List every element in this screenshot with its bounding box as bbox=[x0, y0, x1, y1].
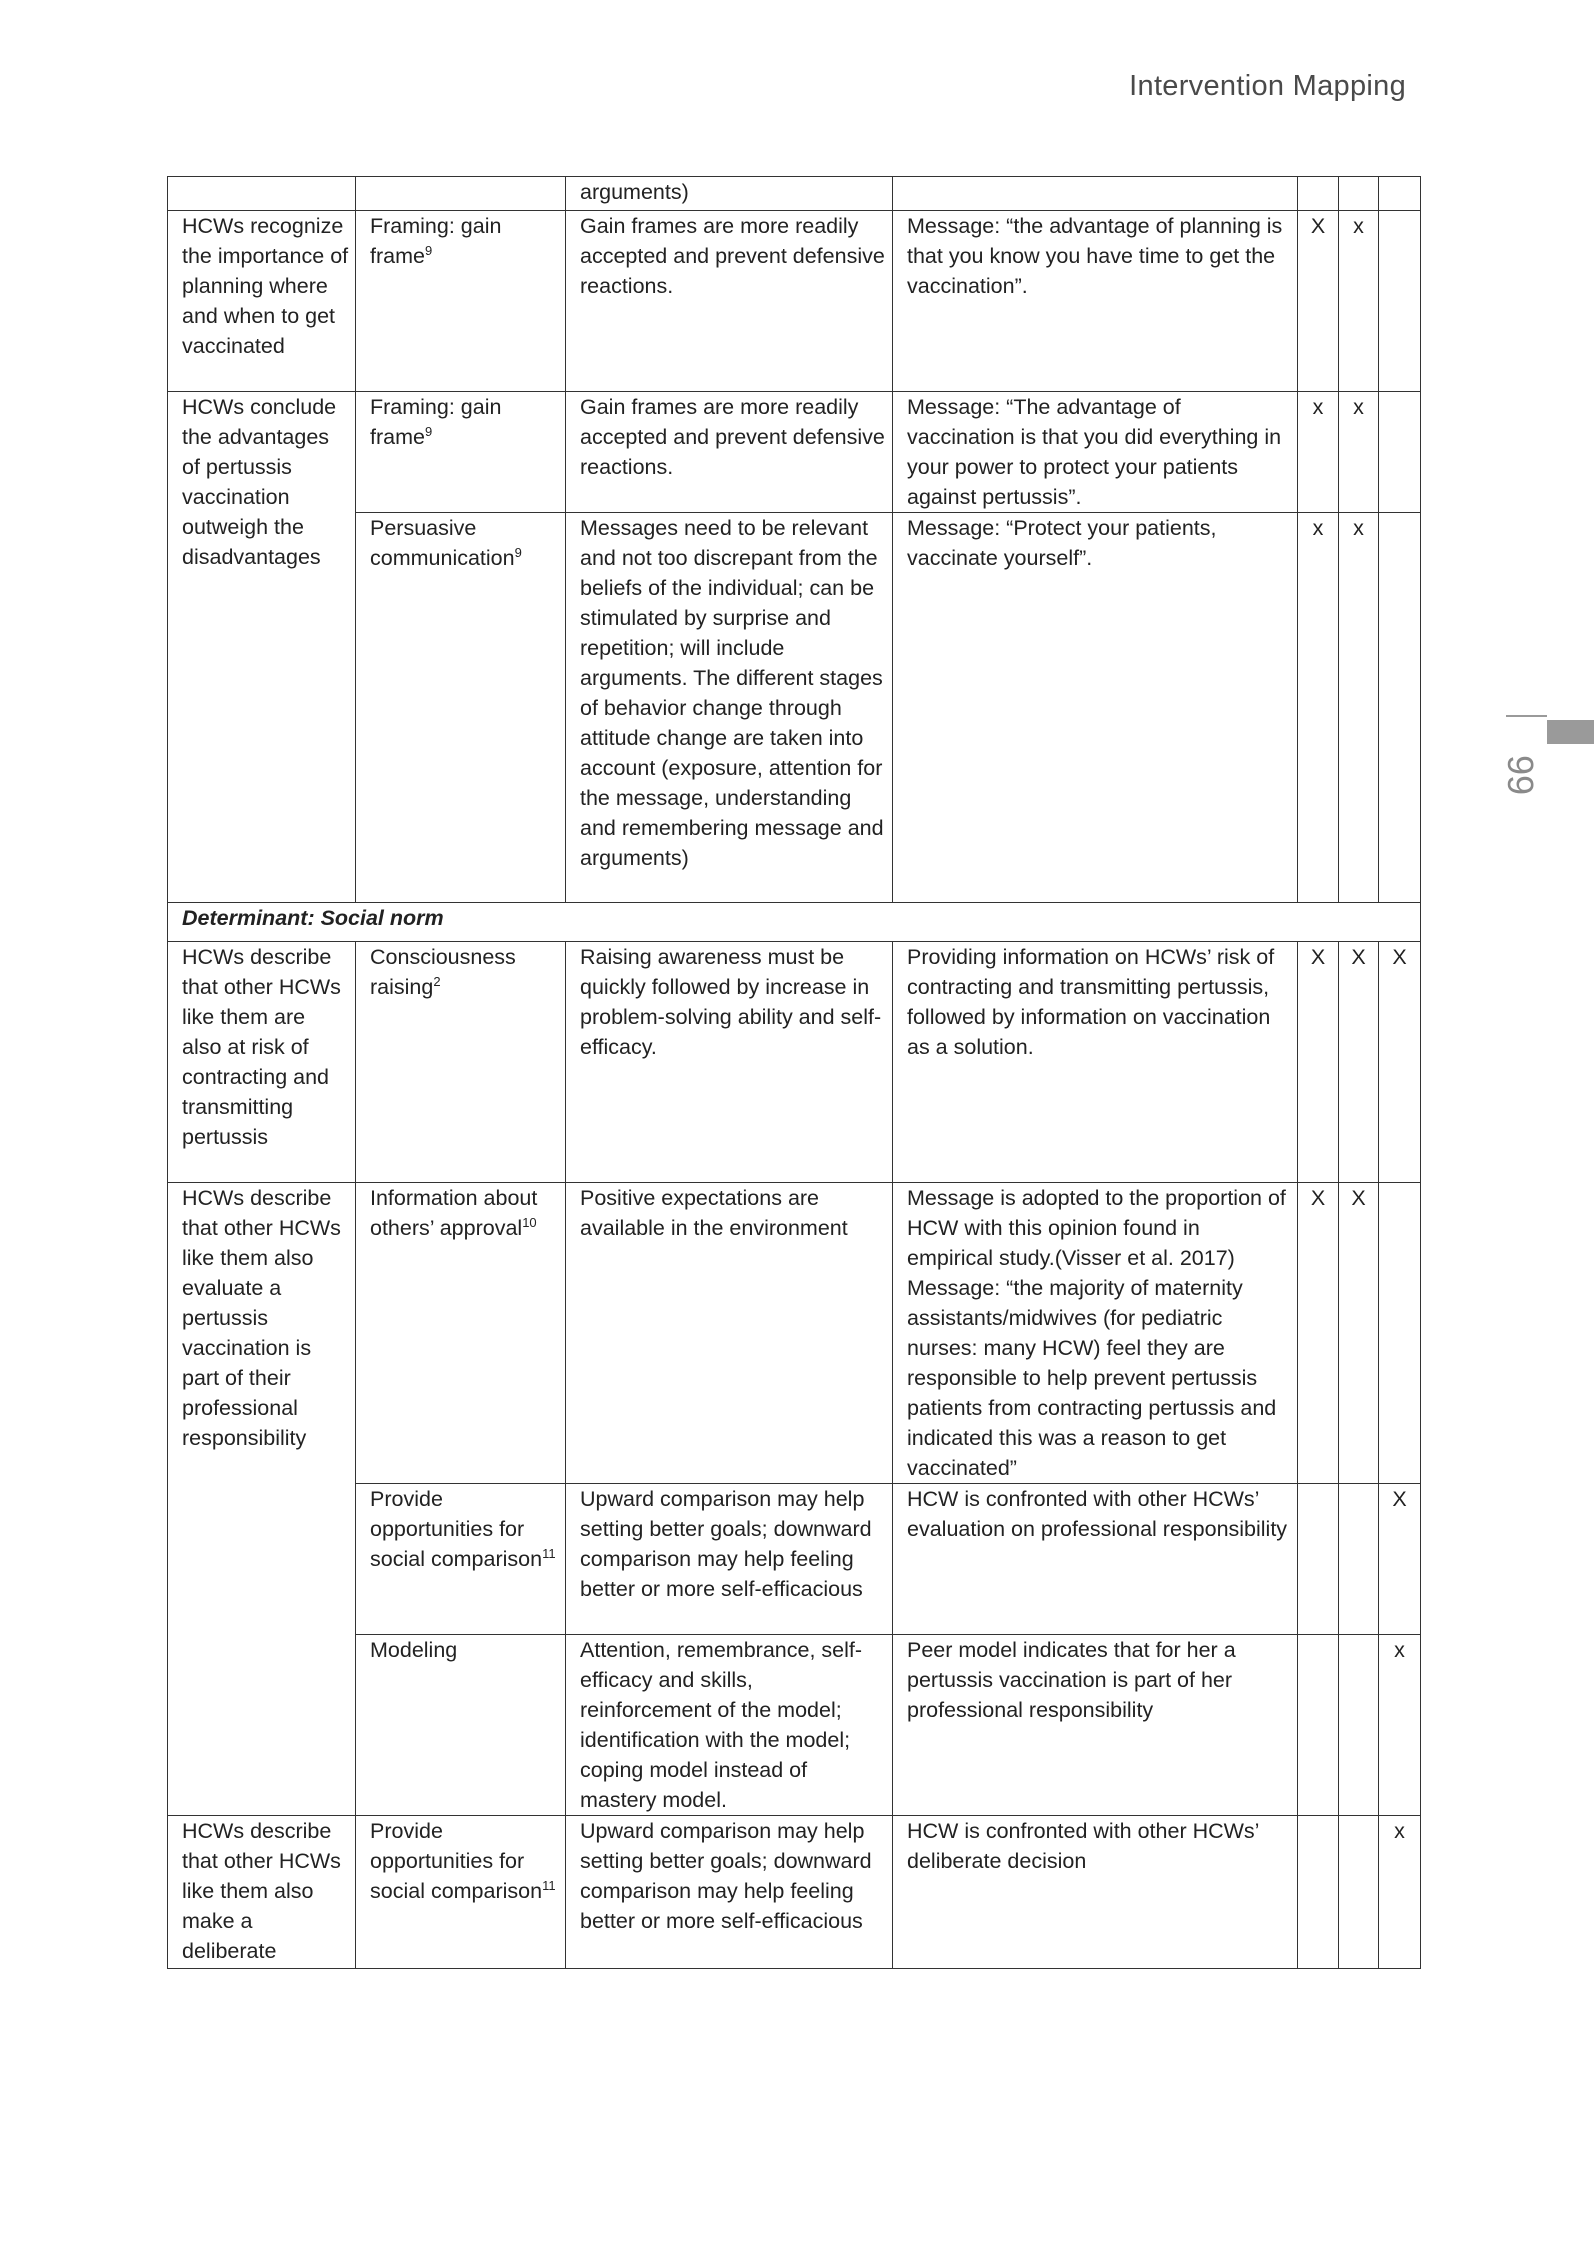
mark-cell: x bbox=[1298, 392, 1339, 513]
mark-cell bbox=[1298, 1816, 1339, 1969]
table-row bbox=[168, 1484, 1421, 1635]
application-cell: Peer model indicates that for her a pertussis vaccination is part of her professional responsibility bbox=[893, 1635, 1298, 1816]
table-row bbox=[168, 392, 1421, 513]
intervention-mapping-table bbox=[167, 176, 1421, 1969]
mark-cell: x bbox=[1339, 392, 1379, 513]
method-label: Persuasive communication bbox=[370, 516, 515, 570]
mark-cell: X bbox=[1339, 1183, 1379, 1484]
table-row bbox=[168, 903, 1421, 942]
application-cell: Providing information on HCWs’ risk of contracting and transmitting pertussis, followed by information on vaccination as a solution. bbox=[893, 942, 1298, 1183]
table-cell bbox=[1379, 177, 1421, 211]
reference-superscript: 9 bbox=[424, 423, 433, 439]
table-cell bbox=[1339, 177, 1379, 211]
application-cell: Message: “The advantage of vaccination is that you did everything in your power to protect your patients against pertussis”. bbox=[893, 392, 1298, 513]
mark-cell bbox=[1298, 1635, 1339, 1816]
mark-cell bbox=[1339, 1635, 1379, 1816]
mark-cell: X bbox=[1379, 942, 1421, 1183]
method-label: Consciousness raising bbox=[370, 945, 516, 999]
mark-cell: X bbox=[1298, 1183, 1339, 1484]
method-label: Provide opportunities for social comparison bbox=[370, 1819, 543, 1903]
page-number: 99 bbox=[1500, 754, 1541, 796]
method-parameters-cell: Gain frames are more readily accepted and prevent defensive reactions. bbox=[566, 211, 893, 392]
mark-cell: X bbox=[1298, 942, 1339, 1183]
table-row bbox=[168, 1635, 1421, 1816]
page-tab-marker bbox=[1547, 720, 1594, 744]
change-objective-cell: HCWs describe that other HCWs like them also evaluate a pertussis vaccination is part of their professional responsibility bbox=[168, 1183, 356, 1816]
method-parameters-cell: Positive expectations are available in the environment bbox=[566, 1183, 893, 1484]
page-tab-line bbox=[1506, 715, 1547, 717]
method-label: Provide opportunities for social comparison bbox=[370, 1487, 543, 1571]
method-cell bbox=[356, 211, 566, 392]
reference-superscript: 2 bbox=[433, 973, 441, 989]
mark-cell: x bbox=[1339, 513, 1379, 903]
mark-cell: X bbox=[1339, 942, 1379, 1183]
table-row bbox=[168, 942, 1421, 1183]
mark-cell bbox=[1379, 392, 1421, 513]
mark-cell: x bbox=[1379, 1816, 1421, 1969]
section-heading: Determinant: Social norm bbox=[168, 903, 1421, 942]
reference-superscript: 11 bbox=[542, 1545, 556, 1561]
application-cell: Message: “the advantage of planning is that you know you have time to get the vaccination”. bbox=[893, 211, 1298, 392]
table-row bbox=[168, 177, 1421, 211]
table-cell bbox=[356, 177, 566, 211]
table-cell bbox=[893, 177, 1298, 211]
mark-cell bbox=[1379, 513, 1421, 903]
table-row bbox=[168, 211, 1421, 392]
method-parameters-cell: Upward comparison may help setting better goals; downward comparison may help feeling better or more self-efficacious bbox=[566, 1484, 893, 1635]
change-objective-cell: HCWs describe that other HCWs like them are also at risk of contracting and transmitting pertussis bbox=[168, 942, 356, 1183]
method-parameters-cell: Attention, remembrance, self-efficacy and skills, reinforcement of the model; identification with the model; coping model instead of mastery model. bbox=[566, 1635, 893, 1816]
method-cell bbox=[356, 1816, 566, 1969]
application-cell: Message: “Protect your patients, vaccinate yourself”. bbox=[893, 513, 1298, 903]
mark-cell bbox=[1339, 1484, 1379, 1635]
application-cell: HCW is confronted with other HCWs’ evaluation on professional responsibility bbox=[893, 1484, 1298, 1635]
method-cell: Modeling bbox=[356, 1635, 566, 1816]
reference-superscript: 10 bbox=[522, 1214, 537, 1230]
mark-cell bbox=[1379, 1183, 1421, 1484]
table-cell bbox=[1298, 177, 1339, 211]
method-cell bbox=[356, 942, 566, 1183]
table-row bbox=[168, 513, 1421, 903]
running-head: Intervention Mapping bbox=[1129, 70, 1406, 102]
change-objective-cell: HCWs recognize the importance of planning where and when to get vaccinated bbox=[168, 211, 356, 392]
mark-cell bbox=[1339, 1816, 1379, 1969]
reference-superscript: 11 bbox=[542, 1877, 556, 1893]
change-objective-cell: HCWs describe that other HCWs like them also make a deliberate bbox=[168, 1816, 356, 1969]
application-cell: HCW is confronted with other HCWs’ deliberate decision bbox=[893, 1816, 1298, 1969]
table-cell bbox=[168, 177, 356, 211]
method-label: Framing: gain frame bbox=[370, 395, 502, 449]
mark-cell bbox=[1298, 1484, 1339, 1635]
method-parameters-cell: arguments) bbox=[566, 177, 893, 211]
mark-cell: x bbox=[1379, 1635, 1421, 1816]
method-parameters-cell: Raising awareness must be quickly followed by increase in problem-solving ability and self-efficacy. bbox=[566, 942, 893, 1183]
method-parameters-cell: Gain frames are more readily accepted and prevent defensive reactions. bbox=[566, 392, 893, 513]
method-label: Framing: gain frame bbox=[370, 214, 502, 268]
method-parameters-cell: Upward comparison may help setting better goals; downward comparison may help feeling better or more self-efficacious bbox=[566, 1816, 893, 1969]
method-cell bbox=[356, 1183, 566, 1484]
method-cell bbox=[356, 513, 566, 903]
table-row bbox=[168, 1816, 1421, 1969]
change-objective-cell: HCWs conclude the advantages of pertussis vaccination outweigh the disadvantages bbox=[168, 392, 356, 903]
mark-cell bbox=[1379, 211, 1421, 392]
method-parameters-cell: Messages need to be relevant and not too discrepant from the beliefs of the individual; can be stimulated by surprise and repetition; will include arguments. The different stages of behavior change through attitude change are taken into account (exposure, attention for the message, understanding and remembering message and arguments) bbox=[566, 513, 893, 903]
method-cell bbox=[356, 392, 566, 513]
mark-cell: X bbox=[1379, 1484, 1421, 1635]
mark-cell: X bbox=[1298, 211, 1339, 392]
mark-cell: x bbox=[1339, 211, 1379, 392]
mark-cell: x bbox=[1298, 513, 1339, 903]
method-cell bbox=[356, 1484, 566, 1635]
reference-superscript: 9 bbox=[424, 242, 433, 258]
application-cell: Message is adopted to the proportion of HCW with this opinion found in empirical study.(Visser et al. 2017) Message: “the majority of maternity assistants/midwives (for pediatric nurses: many HCW) feel they are responsible to help prevent pertussis patients from contracting pertussis and indicated this was a reason to get vaccinated” bbox=[893, 1183, 1298, 1484]
method-label: Information about others’ approval bbox=[370, 1186, 538, 1240]
reference-superscript: 9 bbox=[514, 544, 522, 560]
table-row bbox=[168, 1183, 1421, 1484]
